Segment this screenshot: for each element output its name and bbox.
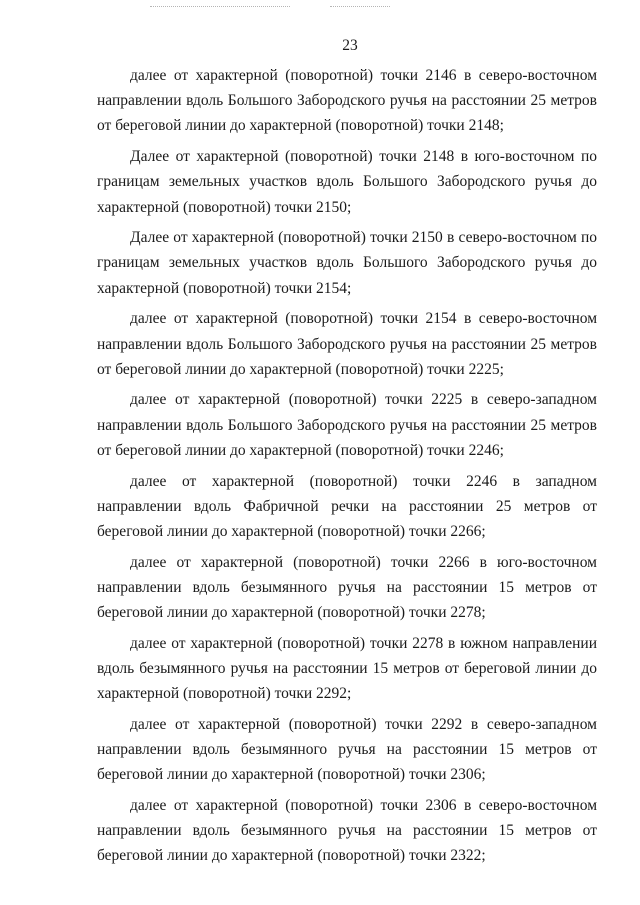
paragraph: далее от характерной (поворотной) точки 2278 в южном направлении вдоль безымянного ручья на расстоянии 15 метров от береговой линии до характерной (поворотной) точки 2292;: [97, 634, 597, 703]
paragraph: далее от характерной (поворотной) точки 2306 в северо-восточном направлении вдоль безымянного ручья на расстоянии 15 метров от береговой линии до характерной (поворотной) точки 2322;: [97, 796, 597, 865]
paragraph: далее от характерной (поворотной) точки 2246 в западном направлении вдоль Фабричной речки на расстоянии 25 метров от береговой линии до характерной (поворотной) точки 2266;: [97, 472, 597, 540]
paragraph: далее от характерной (поворотной) точки 2225 в северо-западном направлении вдоль Большого Забородского ручья на расстоянии 25 метров от береговой линии до характерной (поворотной) точки 2246;: [97, 391, 597, 459]
paragraph: далее от характерной (поворотной) точки 2266 в юго-восточном направлении вдоль безымянного ручья на расстоянии 15 метров от береговой линии до характерной (поворотной) точки 2278;: [97, 553, 597, 622]
document-body: [97, 63, 597, 874]
paragraph: Далее от характерной (поворотной) точки 2150 в северо-восточном по границам земельных участков вдоль Большого Забородского ручья до характерной (поворотной) точки 2154;: [97, 229, 597, 297]
page-number: 23: [342, 37, 358, 54]
scan-edge-mark: [330, 6, 390, 7]
paragraph: далее от характерной (поворотной) точки 2154 в северо-восточном направлении вдоль Большого Забородского ручья на расстоянии 25 метров от береговой линии до характерной (поворотной) точки 2225;: [97, 310, 597, 378]
scan-edge-mark: [150, 6, 290, 7]
paragraph: Далее от характерной (поворотной) точки 2148 в юго-восточном по границам земельных участков вдоль Большого Забородского ручья до характерной (поворотной) точки 2150;: [97, 148, 597, 216]
paragraph: далее от характерной (поворотной) точки 2146 в северо-восточном направлении вдоль Большого Забородского ручья на расстоянии 25 метров от береговой линии до характерной (поворотной) точки 2148;: [97, 67, 597, 135]
paragraph: далее от характерной (поворотной) точки 2292 в северо-западном направлении вдоль безымянного ручья на расстоянии 15 метров от береговой линии до характерной (поворотной) точки 2306;: [97, 715, 597, 784]
